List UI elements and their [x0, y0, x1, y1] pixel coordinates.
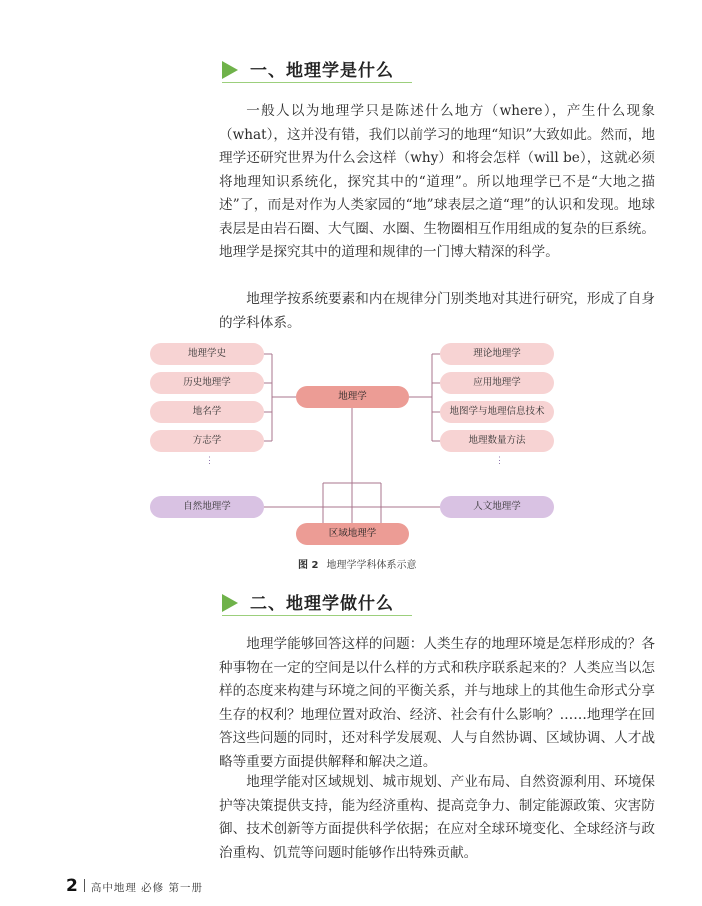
node-theoretical-geography: 理论地理学 — [440, 343, 554, 365]
node-cartography-gis: 地图学与地理信息技术 — [440, 401, 554, 423]
footer-divider — [84, 879, 85, 892]
node-geography: 地理学 — [296, 386, 409, 408]
section-1-title: 一、地理学是什么 — [250, 61, 394, 81]
page-footer — [66, 876, 203, 896]
figure-caption — [298, 556, 416, 571]
section-1-paragraph-2: 地理学按系统要素和内在规律分门别类地对其进行研究，形成了自身的学科体系。 — [219, 291, 655, 331]
node-physical-geography: 自然地理学 — [150, 496, 264, 518]
green-triangle-icon — [222, 61, 238, 79]
section-1-paragraph-1: 一般人以为地理学只是陈述什么地方（where），产生什么现象（what），这并没有错，我们以前学习的地理“知识”大致如此。然而，地理学还研究世界为什么会这样（why）和将会怎样（will be），这就必须将地理知识系统化，探究其中的“道理”。所以地理学已不是“大地之描述”了，而是对作为人类家园的“地”球表层之道“理”的认识和发现。地球表层是由岩石圈、大气圈、水圈、生物圈相互作用组成的复杂的巨系统。地理学是探究其中的道理和规律的一门博大精深的科学。 — [219, 103, 655, 260]
section-2-underline — [222, 615, 412, 616]
section-2-title: 二、地理学做什么 — [250, 594, 394, 614]
node-historical-geography: 历史地理学 — [150, 372, 264, 394]
section-1-header — [222, 55, 412, 85]
node-applied-geography: 应用地理学 — [440, 372, 554, 394]
node-regional-geography: 区域地理学 — [296, 523, 409, 545]
node-human-geography: 人文地理学 — [440, 496, 554, 518]
section-2-paragraph-2: 地理学能对区域规划、城市规划、产业布局、自然资源利用、环境保护等决策提供支持，能为经济重构、提高竞争力、制定能源政策、灾害防御、技术创新等方面提供科学依据；在应对全球环境变化、全球经济与政治重构、饥荒等问题时能够作出特殊贡献。 — [219, 774, 655, 861]
node-local-chronicles: 方志学 — [150, 430, 264, 452]
figure-caption-text: 地理学学科体系示意 — [326, 560, 417, 571]
node-toponymy: 地名学 — [150, 401, 264, 423]
section-2-header — [222, 588, 412, 618]
page-number: 2 — [66, 876, 78, 896]
book-title: 高中地理 必修 第一册 — [90, 882, 204, 894]
section-2-paragraph-1: 地理学能够回答这样的问题：人类生存的地理环境是怎样形成的？各种事物在一定的空间是以什么样的方式和秩序联系起来的？人类应当以怎样的态度来构建与环境之间的平衡关系，并与地球上的其他生命形式分享生存的权利？地理位置对政治、经济、社会有什么影响？……地理学在回答这些问题的同时，还对科学发展观、人与自然协调、区域协调、人才战略等重要方面提供解释和解决之道。 — [219, 636, 655, 770]
geography-discipline-diagram — [148, 340, 558, 548]
node-quantitative-methods: 地理数量方法 — [440, 430, 554, 452]
figure-label: 图 2 — [298, 560, 319, 571]
section-1-underline — [222, 82, 412, 83]
green-triangle-icon — [222, 594, 238, 612]
left-ellipsis: ⋮ — [205, 456, 214, 466]
right-ellipsis: ⋮ — [495, 456, 504, 466]
node-history-of-geography: 地理学史 — [150, 343, 264, 365]
